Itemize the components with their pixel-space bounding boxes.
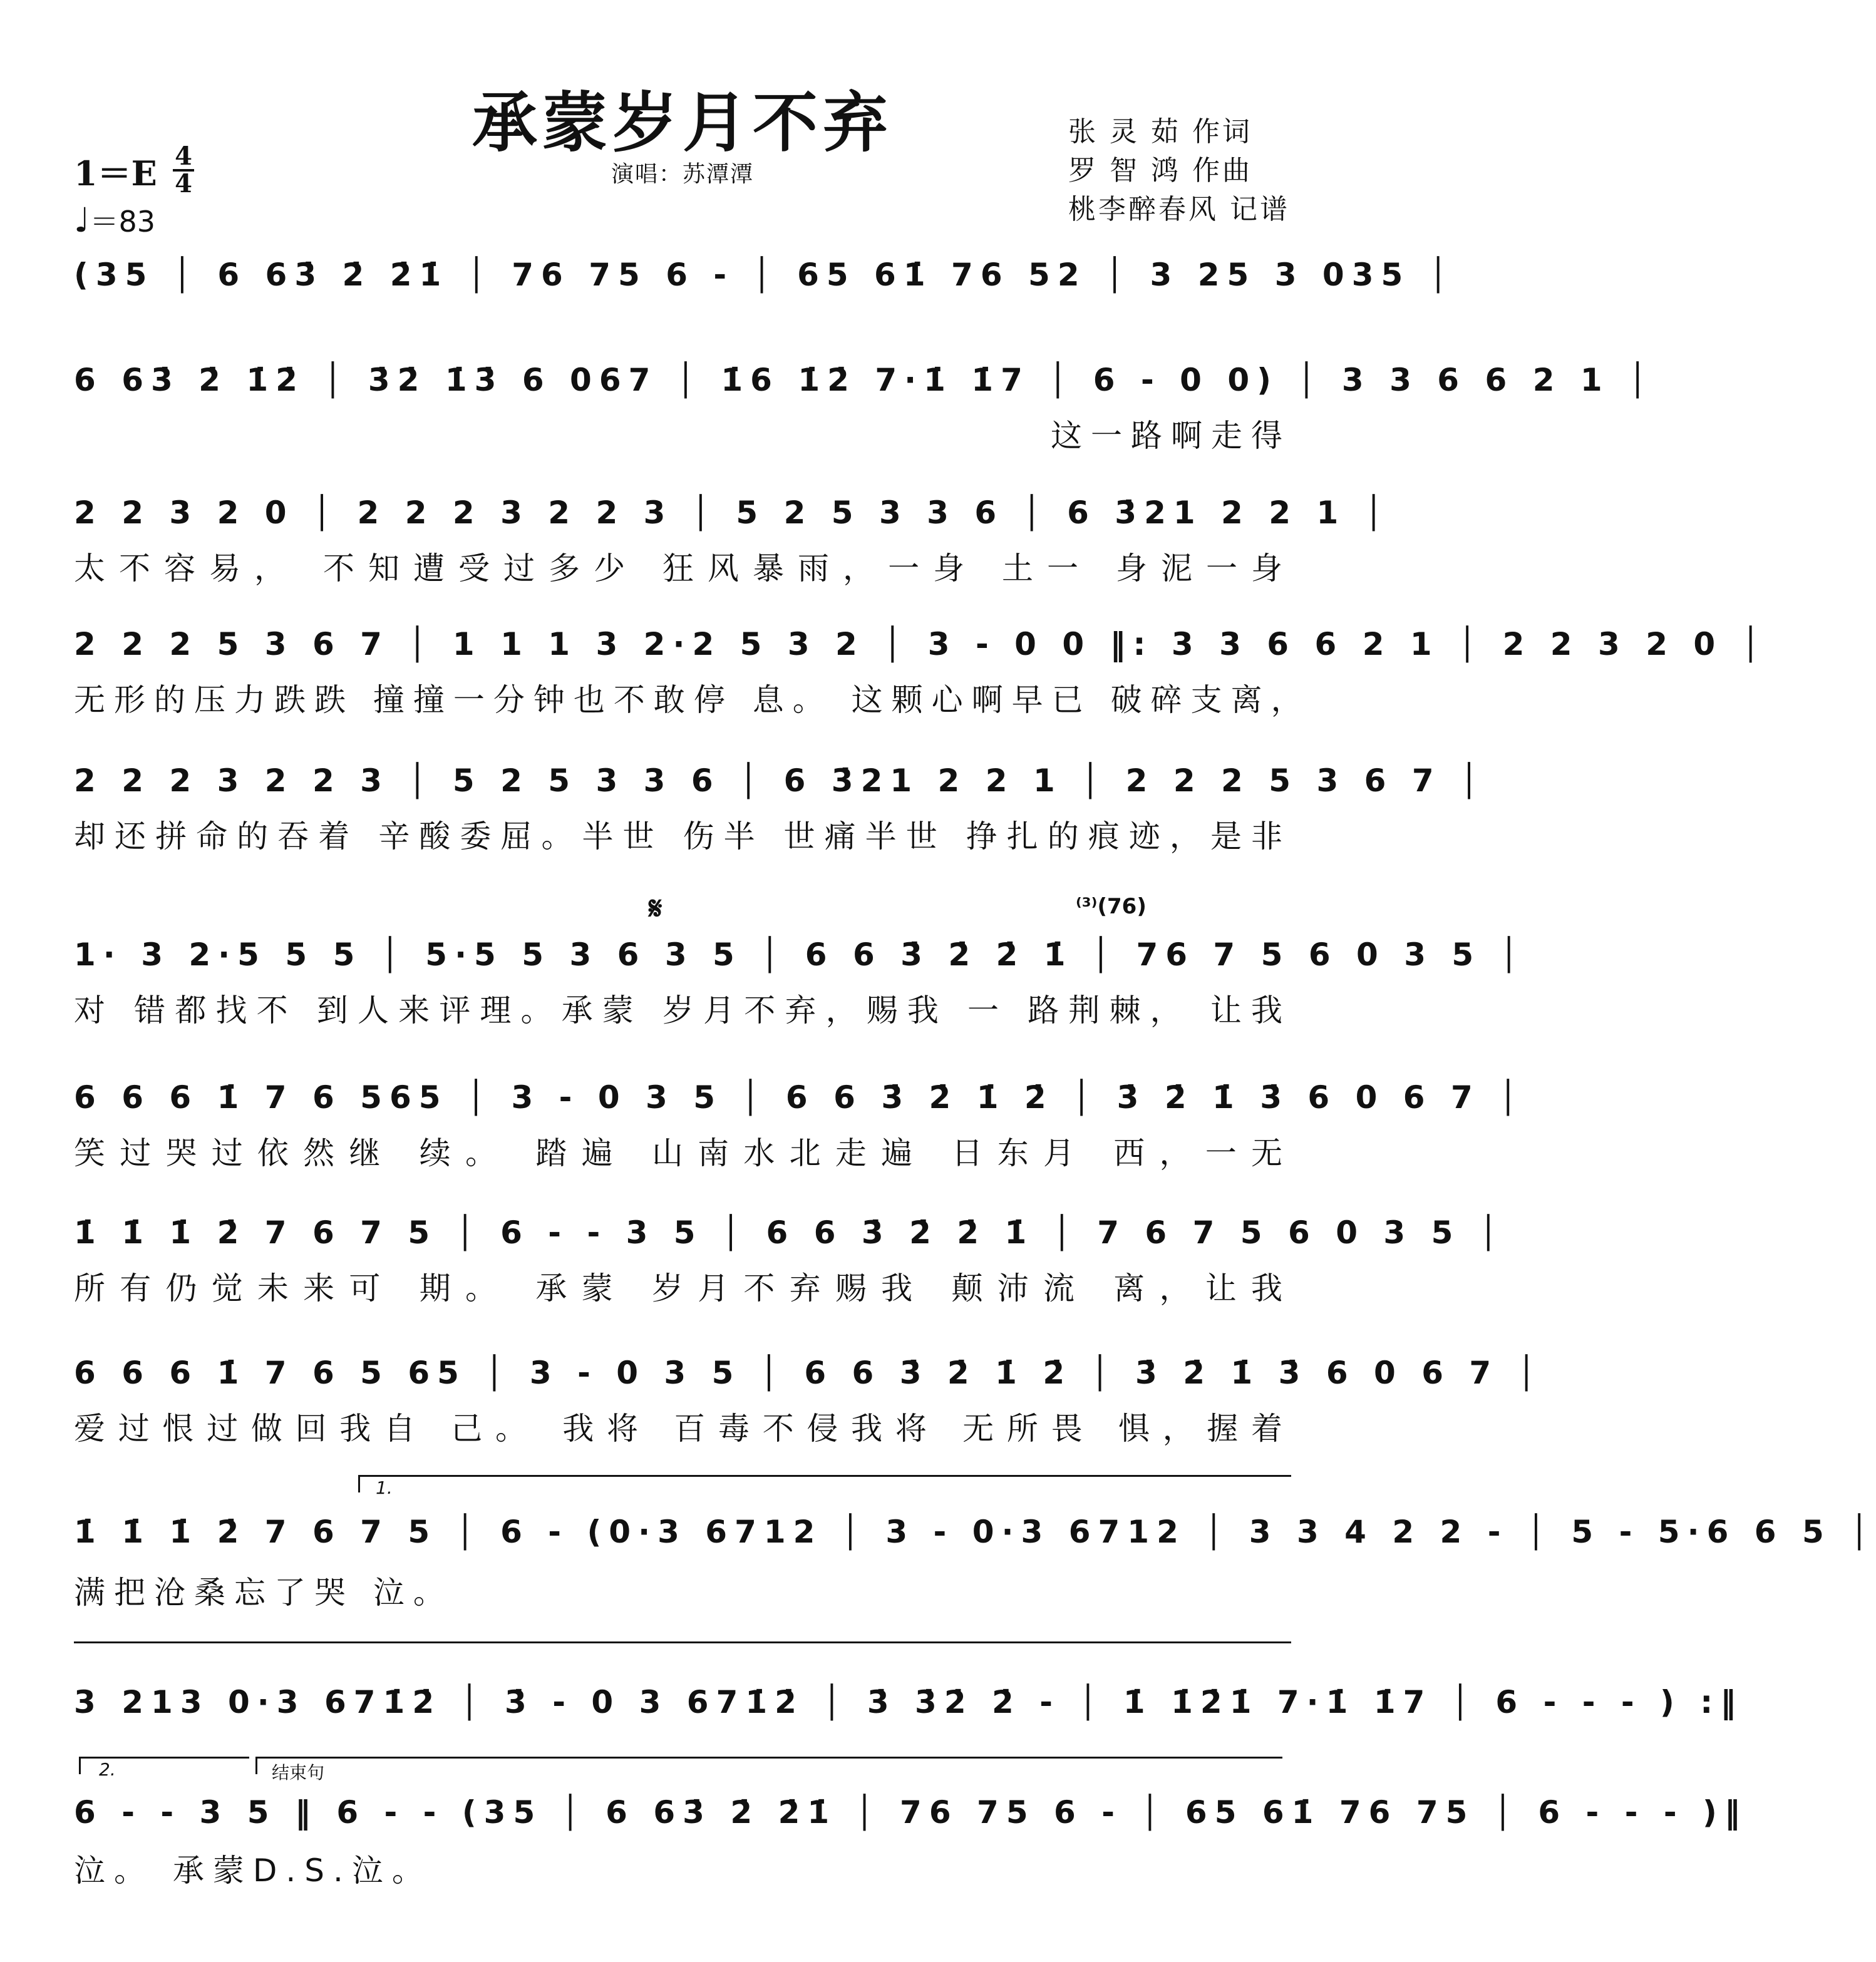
notes-line: 6 63̇ 2̇ 1̇2̇ │ 3̇2̇ 1̇3̇ 6 067 │ 1̇6 1̇2̇ 7·1̇ 1̇7 │ 6 - 0 0) │ 3 3 6 6 2 1 │ xyxy=(74,362,1655,398)
lyric-line: 满把沧桑忘了哭 泣。 xyxy=(74,1574,453,1611)
staff-system-6 xyxy=(74,937,1526,1029)
notes-line: 1̇ 1̇ 1̇ 2̇ 7 6 7 5 │ 6 - (0·3 6712 │ 3 - 0·3 6712 │ 3 3 4 2 2 - │ 5 - 5·6 6 5 │ xyxy=(74,1514,1876,1550)
lyric-line: 爱过恨过做回我自 己。 我将 百毒不侵我将 无所畏 惧，握着 xyxy=(74,1410,1291,1447)
tempo-marking xyxy=(74,199,155,240)
lyric-line: 泣。 承蒙D.S.泣。 xyxy=(74,1852,432,1889)
composer-credit: 罗 智 鸿 作曲 xyxy=(1068,155,1252,187)
notes-line: 6 - - 3 5 ‖ 6 - - (35 │ 6 63̇ 2̇ 2̇1̇ │ 76 75 6 - │ 65 61̇ 76 75 │ 6 - - - )‖ xyxy=(74,1794,1748,1831)
ending-1-continuation-line xyxy=(74,1641,1291,1643)
coda-label: 结束句 xyxy=(272,1762,325,1783)
staff-system-3 xyxy=(74,495,1391,587)
lyric-line: 太不容易， 不知遭受过多少 狂风暴雨，一身 土一 身泥一身 xyxy=(74,550,1291,587)
ending-1-bracket xyxy=(358,1475,1291,1477)
notes-line: 2 2 2 5 3 6 7 │ 1 1 1 3 2·2 5 3 2 │ 3 - 0 0 ‖: 3 3 6 6 2 1 │ 2 2 3 2 0 │ xyxy=(74,626,1768,662)
notes-line: (35 │ 6 63̇ 2̇ 2̇1̇ │ 76 75 6 - │ 65 61̇ 76 52 │ 3 25 3 035 │ xyxy=(74,257,1455,293)
coda-tick xyxy=(255,1757,257,1774)
staff-system-10 xyxy=(74,1514,1876,1611)
ending-2-bracket xyxy=(79,1757,249,1759)
notes-line: 2 2 3 2 0 │ 2 2 2 3 2 2 3 │ 5 2 5 3 3 6 │ 6 3̇21 2 2 1 │ xyxy=(74,495,1391,531)
staff-system-9 xyxy=(74,1355,1544,1447)
lyric-line: 对 错都找不 到人来评理。承蒙 岁月不弃，赐我 一 路荆棘， 让我 xyxy=(74,992,1291,1029)
credits xyxy=(1068,113,1290,229)
staff-system-7 xyxy=(74,1079,1525,1171)
notes-line: 6 6 6 1̇ 7 6 565 │ 3 - 0 3 5 │ 6 6 3̇ 2̇ 1̇ 2̇ │ 3̇ 2̇ 1̇ 3̇ 6 0 6 7 │ xyxy=(74,1079,1525,1116)
lyric-line: 却还拼命的吞着 辛酸委屈。半世 伤半 世痛半世 挣扎的痕迹，是非 xyxy=(74,818,1291,855)
quarter-note-icon: ♩ xyxy=(74,200,90,240)
staff-system-1 xyxy=(74,257,1455,326)
lyric-line: 所有仍觉未来可 期。 承蒙 岁月不弃赐我 颠沛流 离，让我 xyxy=(74,1270,1291,1307)
staff-system-12 xyxy=(74,1794,1748,1889)
notes-line: 3 213 0·3 671̇2̇ │ 3̇ - 0 3 671̇2̇ │ 3̇ 3̇2̇ 2̇ - │ 1̇ 1̇2̇1̇ 7·1̇ 1̇7 │ 6 - - - ) :‖ xyxy=(74,1684,1744,1720)
song-title: 承蒙岁月不弃 xyxy=(472,84,893,161)
staff-system-11 xyxy=(74,1684,1744,1753)
staff-system-8 xyxy=(74,1215,1505,1307)
lyric-line: 笑过哭过依然继 续。 踏遍 山南水北走遍 日东月 西，一无 xyxy=(74,1135,1291,1171)
lyric-line: 无形的压力跌跌 撞撞一分钟也不敢停 息。 这颗心啊早已 破碎支离， xyxy=(74,682,1311,718)
ending-1-tick xyxy=(358,1475,360,1492)
lyricist-credit: 张 灵 茹 作词 xyxy=(1068,116,1252,148)
notes-line: 1̇ 1̇ 1̇ 2̇ 7 6 7 5 │ 6 - - 3 5 │ 6 6 3̇ 2̇ 2̇ 1̇ │ 7 6 7 5 6 0 3 5 │ xyxy=(74,1215,1505,1251)
time-sig-bottom: 4 xyxy=(175,169,192,198)
staff-system-2 xyxy=(74,362,1655,454)
ending-2-label: 2. xyxy=(99,1759,116,1780)
key-signature: 1＝E xyxy=(74,153,157,193)
segno-sign: 𝄋 xyxy=(649,890,662,927)
staff-system-5 xyxy=(74,763,1487,855)
ending-2-tick xyxy=(79,1757,81,1774)
notes-line: 2 2 2 3 2 2 3 │ 5 2 5 3 3 6 │ 6 3̇21 2 2 1 │ 2 2 2 5 3 6 7 │ xyxy=(74,763,1487,799)
singer-label: 演唱：苏潭潭 xyxy=(611,162,754,187)
time-signature xyxy=(173,141,194,198)
notes-line: 1· 3 2·5 5 5 │ 5·5 5 3 6 3 5 │ 6 6 3̇ 2̇ 2̇ 1̇ │ 76 7 5 6 0 3 5 │ xyxy=(74,937,1526,973)
time-sig-top: 4 xyxy=(175,141,192,171)
coda-bracket xyxy=(255,1757,1282,1759)
notes-line: 6 6 6 1̇ 7 6 5 65 │ 3 - 0 3 5 │ 6 6 3̇ 2̇ 1̇ 2̇ │ 3̇ 2̇ 1̇ 3̇ 6 0 6 7 │ xyxy=(74,1355,1544,1391)
ornament-mark: ⁽³⁾(76) xyxy=(1076,894,1147,919)
staff-system-4 xyxy=(74,626,1768,718)
tempo-value: ＝83 xyxy=(90,205,156,239)
transcriber-credit: 桃李醉春风 记谱 xyxy=(1068,193,1290,225)
lyric-line: 这一路啊走得 xyxy=(1051,418,1291,454)
ending-1-label: 1. xyxy=(376,1477,393,1498)
